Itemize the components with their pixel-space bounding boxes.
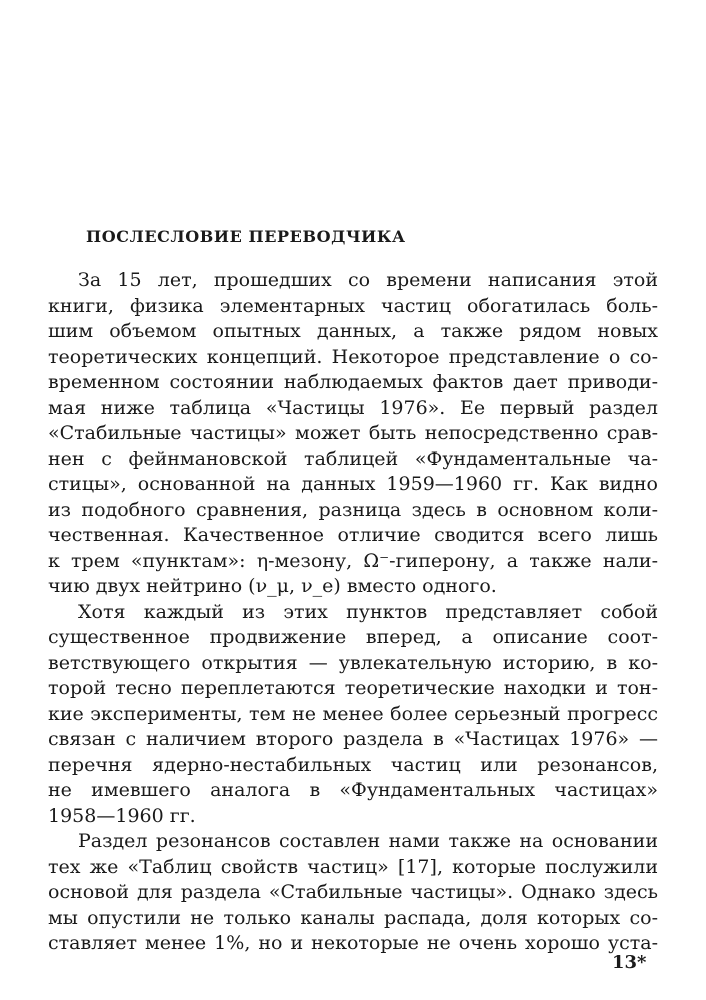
text-line: Хотя каждый из этих пунктов представляет собой bbox=[78, 600, 658, 623]
text-line: временном состоянии наблюдаемых фактов дает приводи- bbox=[48, 371, 658, 393]
text-line: мы опустили не только каналы распада, доля которых со- bbox=[48, 906, 658, 929]
text-line: чию двух нейтрино (ν_μ, ν_e) вместо одного. bbox=[48, 575, 497, 597]
text-line: шим объемом опытных данных, а также рядом новых bbox=[48, 320, 658, 342]
page-heading: ПОСЛЕСЛОВИЕ ПЕРЕВОДЧИКА bbox=[86, 227, 406, 246]
text-line: кие эксперименты, тем не менее более серьезный прогресс bbox=[48, 702, 658, 725]
text-line: мая ниже таблица «Частицы 1976». Ее первый раздел bbox=[48, 396, 658, 419]
text-line: «Стабильные частицы» может быть непосредственно срав- bbox=[48, 422, 658, 444]
text-line: перечня ядерно-нестабильных частиц или резонансов, bbox=[48, 753, 658, 776]
page-number: 13* bbox=[612, 952, 647, 973]
text-line: ставляет менее 1%, но и некоторые не очень хорошо уста- bbox=[48, 932, 658, 954]
text-line: книги, физика элементарных частиц обогатилась боль- bbox=[48, 294, 658, 317]
text-line: тех же «Таблиц свойств частиц» [17], которые послужили bbox=[48, 855, 658, 878]
text-line: За 15 лет, прошедших со времени написания этой bbox=[78, 269, 658, 291]
body-text bbox=[48, 268, 658, 957]
text-line: теоретических концепций. Некоторое представление о со- bbox=[48, 345, 658, 368]
text-line: ветствующего открытия — увлекательную историю, в ко- bbox=[48, 651, 658, 674]
text-line: Раздел резонансов составлен нами также на основании bbox=[78, 830, 658, 852]
text-line: к трем «пунктам»: η-мезону, Ω⁻-гиперону, а также нали- bbox=[48, 549, 658, 572]
text-line: из подобного сравнения, разница здесь в основном коли- bbox=[48, 498, 658, 521]
text-line: основой для раздела «Стабильные частицы». Однако здесь bbox=[48, 881, 658, 903]
text-line: торой тесно переплетаются теоретические находки и тон- bbox=[48, 677, 658, 699]
text-line: стицы», основанной на данных 1959—1960 гг. Как видно bbox=[48, 473, 658, 495]
text-line: не имевшего аналога в «Фундаментальных частицах» bbox=[48, 779, 658, 801]
text-line: 1958—1960 гг. bbox=[48, 804, 196, 827]
text-line: существенное продвижение вперед, а описание соот- bbox=[48, 626, 658, 648]
text-line: нен с фейнмановской таблицей «Фундаментальные ча- bbox=[48, 447, 658, 470]
text-line: чественная. Качественное отличие сводится всего лишь bbox=[48, 524, 658, 546]
text-line: связан с наличием второго раздела в «Частицах 1976» — bbox=[48, 728, 658, 750]
